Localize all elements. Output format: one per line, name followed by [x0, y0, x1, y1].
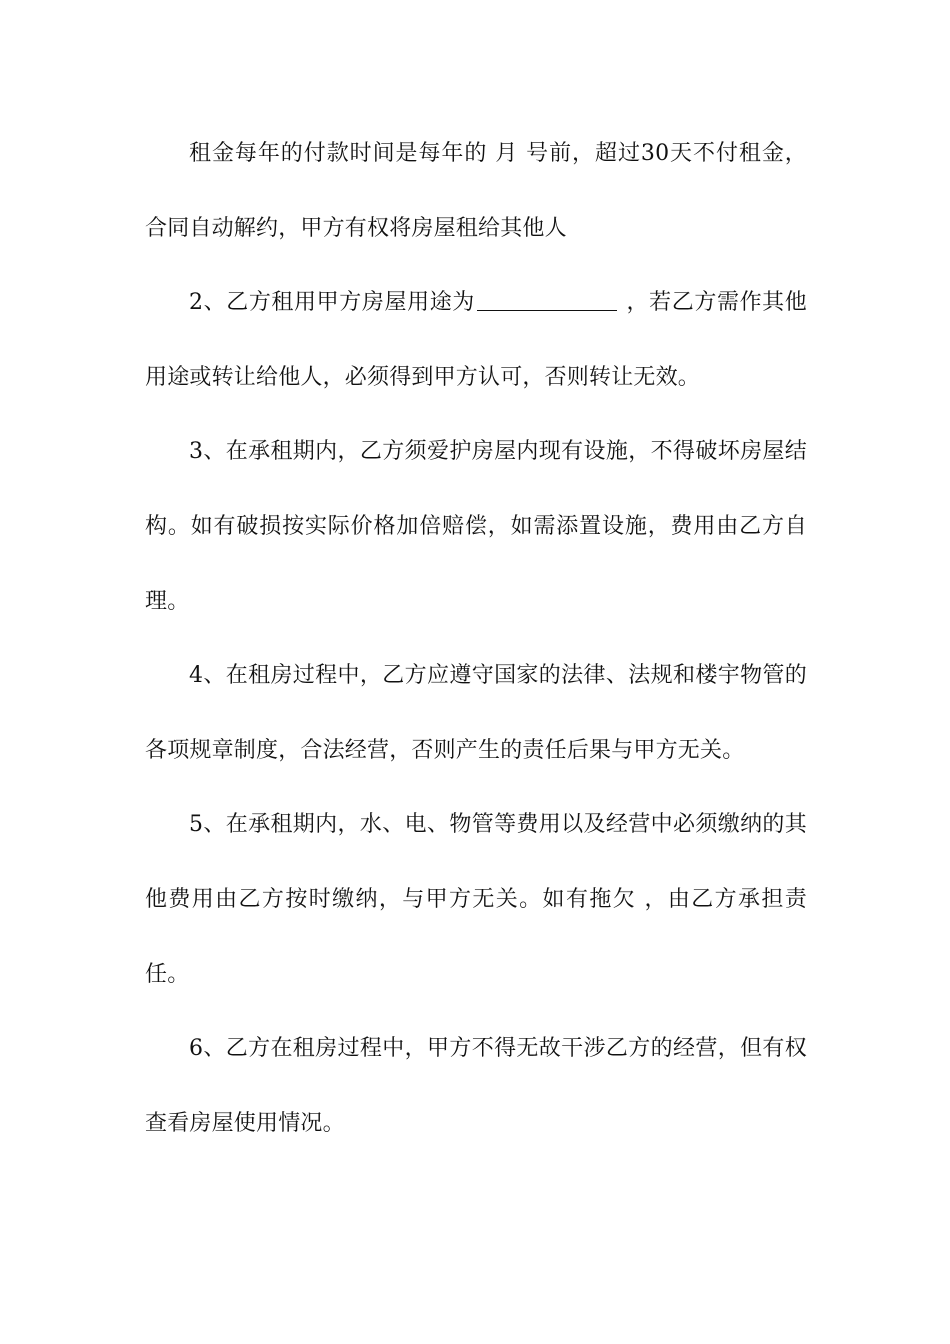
- usage-clause-text: 2、乙方租用甲方房屋用途为: [189, 290, 475, 316]
- utility-fees-clause: 5、在承租期内，水、电、物管等费用以及经营中必须缴纳的其他费用由乙方按时缴纳，与甲方无关。如有拖欠 ，由乙方承担责任。: [145, 812, 807, 987]
- contract-body: [145, 117, 807, 1161]
- usage-clause: [145, 266, 807, 415]
- law-compliance-clause: 4、在租房过程中，乙方应遵守国家的法律、法规和楼宇物管的各项规章制度，合法经营，否则产生的责任后果与甲方无关。: [145, 663, 807, 763]
- usage-clause-text-after: ，若乙方需作其他用途或转让给他人，必须得到甲方认可，否则转让无效。: [145, 290, 807, 390]
- non-interference-clause: 6、乙方在租房过程中，甲方不得无故干涉乙方的经营，但有权查看房屋使用情况。: [145, 1036, 807, 1136]
- facility-care-clause: 3、在承租期内，乙方须爱护房屋内现有设施，不得破坏房屋结构。如有破损按实际价格加倍赔偿，如需添置设施，费用由乙方自理。: [145, 439, 807, 614]
- rent-payment-clause: 租金每年的付款时间是每年的 月 号前，超过30天不付租金，合同自动解约，甲方有权将房屋租给其他人: [145, 141, 807, 241]
- usage-blank-line: [477, 290, 617, 311]
